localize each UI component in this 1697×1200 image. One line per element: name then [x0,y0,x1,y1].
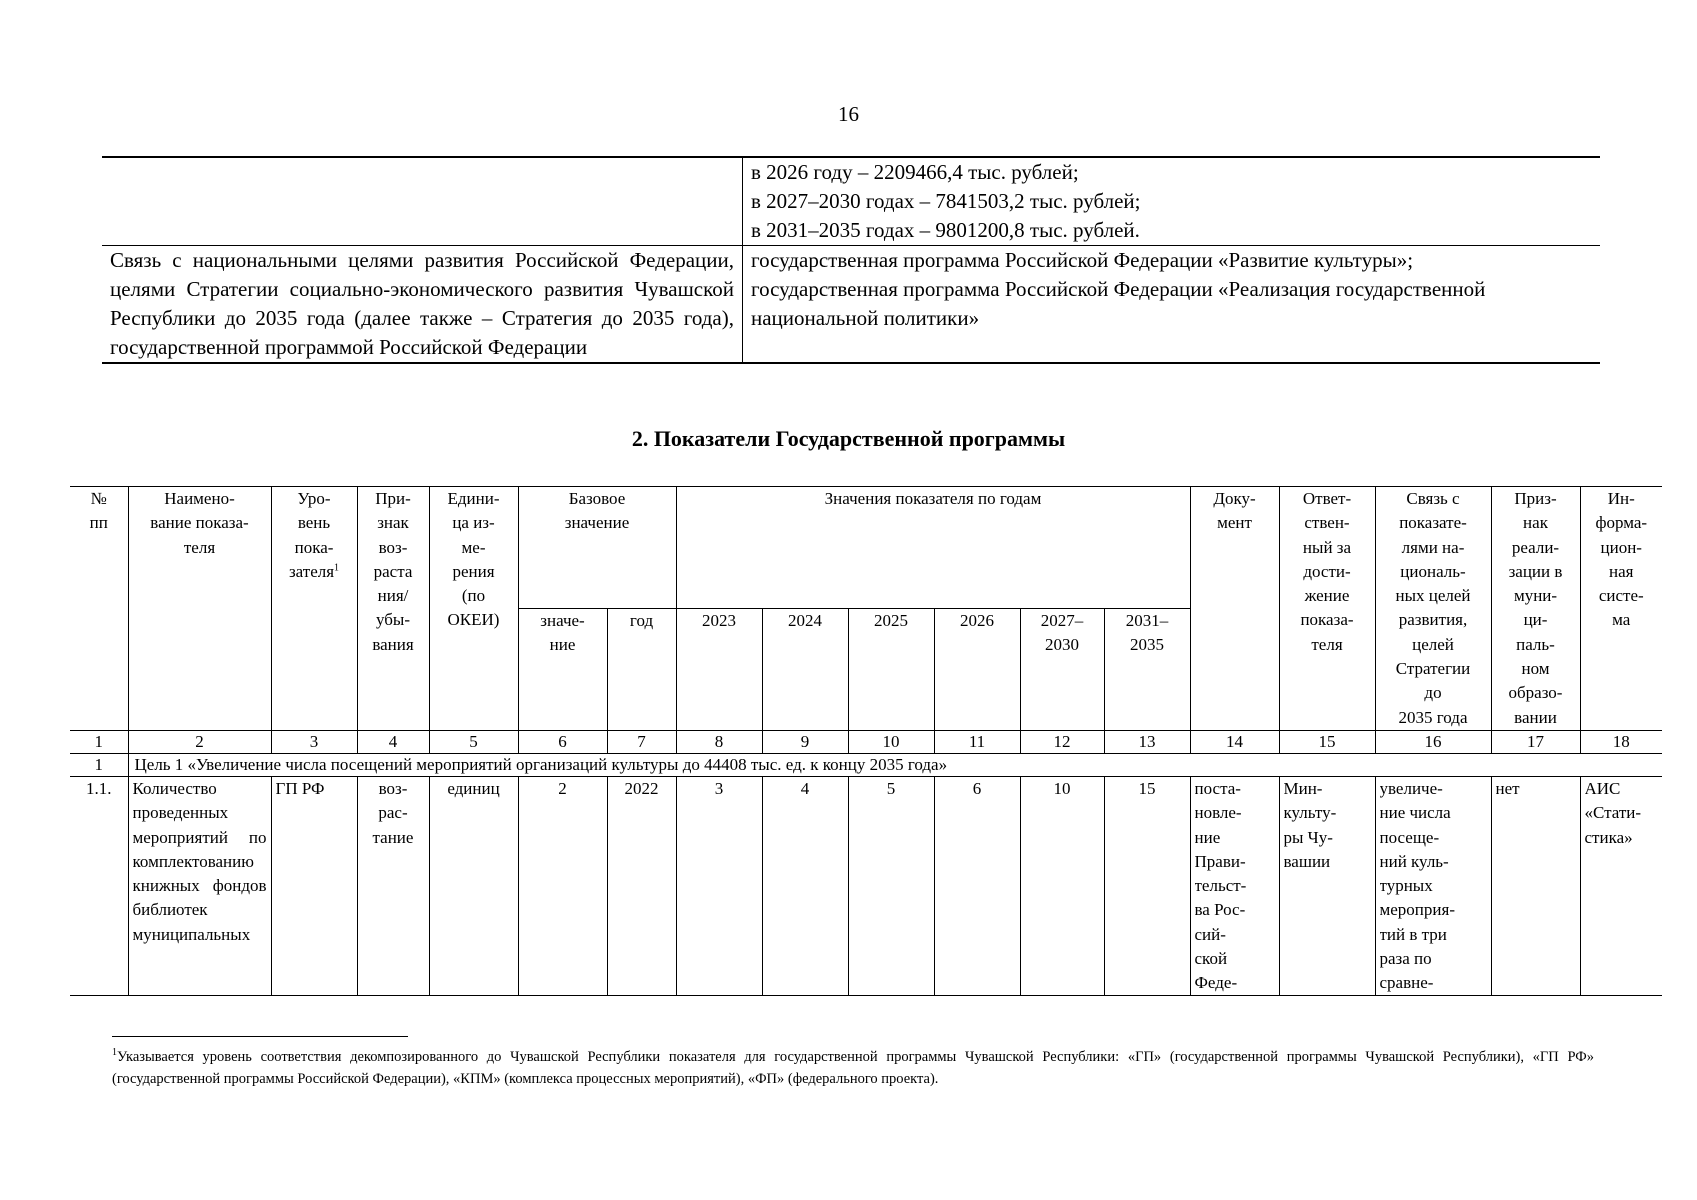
funding-line: в 2027–2030 годах – 7841503,2 тыс. рублей; [751,189,1141,213]
column-number: 4 [357,730,429,753]
column-number: 5 [429,730,518,753]
footnote-text: Указывается уровень соответствия декомпозированного до Чувашской Республики показателя для государственной программы Чувашской Республики: «ГП» (государственной программы Чувашской Республики), «ГП РФ» (государственной программы Российской Федерации), «КПМ» (комплекса процессных мероприятий), «ФП» (федерального проекта). [112,1049,1594,1087]
footnote [112,1046,1594,1090]
indicator-level [271,776,357,995]
passport-row1-left [102,157,743,246]
column-number: 8 [676,730,762,753]
passport-row-funding [102,157,1600,246]
indicator-value-text: 10 [1053,778,1071,798]
indicator-value [848,776,934,995]
indicator-base-year-text: 2022 [624,778,659,798]
header-unit: Едини- ца из- ме- рения (по ОКЕИ) [429,487,518,731]
header-values-by-year: Значения показателя по годам [676,487,1190,609]
indicator-level-text: ГП РФ [275,778,325,798]
indicator-municipal-text: нет [1495,778,1520,798]
column-number: 9 [762,730,848,753]
indicator-base-value-text: 2 [558,778,567,798]
indicator-link-text: увеличе- ние числа посеще- ний куль- турных мероприя- тий в три раза по сравне- [1379,778,1455,993]
footnote-divider [112,1036,408,1037]
column-number: 7 [607,730,676,753]
column-number: 13 [1104,730,1190,753]
indicator-value [1020,776,1104,995]
column-number: 2 [128,730,271,753]
header-level-text: Уро- вень пока- зателя [288,489,335,581]
indicator-value-text: 3 [714,778,724,798]
indicator-document-text: поста- новле- ние Прави- тельст- ва Рос- сий- ской Феде- [1194,778,1247,993]
indicator-info-system-text: АИС «Стати- стика» [1584,778,1642,847]
indicator-base-year [607,776,676,995]
goal-row [70,753,1662,776]
passport-table [102,156,1600,364]
goal-text: Цель 1 «Увеличение числа посещений мероприятий организаций культуры до 44408 тыс. ед. к концу 2035 года» [128,753,1662,776]
column-number: 15 [1279,730,1375,753]
indicator-link [1375,776,1491,995]
indicator-number-text: 1.1. [86,778,112,798]
indicator-municipal [1491,776,1580,995]
section-title: 2. Показатели Государственной программы [631,426,1066,451]
column-number: 3 [271,730,357,753]
indicator-responsible-text: Мин- культу- ры Чу- вашии [1283,778,1337,871]
indicator-unit [429,776,518,995]
header-document: Доку- мент [1190,487,1279,731]
indicator-value [676,776,762,995]
header-base: Базовое значение [518,487,676,609]
funding-line: в 2031–2035 годах – 9801200,8 тыс. рублей. [751,218,1140,242]
indicator-value [762,776,848,995]
goal-number: 1 [70,753,128,776]
indicator-value [934,776,1020,995]
indicator-info-system [1580,776,1662,995]
indicator-unit-text: единиц [447,778,500,798]
indicator-value-text: 6 [972,778,982,798]
passport-row1-right [743,157,1601,246]
column-number: 18 [1580,730,1662,753]
indicator-trend [357,776,429,995]
page-number: 16 [838,102,859,126]
header-year: 2027– 2030 [1020,608,1104,730]
passport-row-links [102,246,1600,364]
passport-row2-left: Связь с национальными целями развития Российской Федерации, целями Стратегии социально-экономического развития Чувашской Республики до 2035 года (далее также – Стратегия до 2035 года), государственной программой Российской Федерации [102,246,743,364]
header-year: 2026 [934,608,1020,730]
column-number: 1 [70,730,128,753]
indicator-responsible [1279,776,1375,995]
header-info-system: Ин- форма- цион- ная систе- ма [1580,487,1662,731]
indicator-value-text: 5 [886,778,896,798]
header-row-1 [70,487,1662,609]
indicator-name-text: Количество проведенных мероприятий по комплектованию книжных фондов библиотек муниципальных [132,778,267,944]
column-number: 17 [1491,730,1580,753]
column-number: 6 [518,730,607,753]
column-number: 11 [934,730,1020,753]
column-number: 10 [848,730,934,753]
header-year: 2031– 2035 [1104,608,1190,730]
indicator-document [1190,776,1279,995]
header-base-year: год [607,608,676,730]
indicator-value-text: 15 [1138,778,1156,798]
indicator-name [128,776,271,995]
funding-line: в 2026 году – 2209466,4 тыс. рублей; [751,160,1079,184]
header-year: 2023 [676,608,762,730]
indicator-number [70,776,128,995]
footnote-marker: 1 [112,1047,117,1059]
program-line: государственная программа Российской Федерации «Развитие культуры»; [751,248,1414,272]
column-number: 16 [1375,730,1491,753]
header-responsible: Ответ- ствен- ный за дости- жение показа- теля [1279,487,1375,731]
column-number: 12 [1020,730,1104,753]
passport-row2-right [743,246,1601,364]
indicator-trend-text: воз- рас- тание [372,778,414,847]
header-year: 2025 [848,608,934,730]
header-num: № пп [70,487,128,731]
program-line: государственная программа Российской Федерации «Реализация государственной национальной политики» [751,277,1486,330]
indicators-table [70,486,1662,996]
indicator-value [1104,776,1190,995]
header-year: 2024 [762,608,848,730]
header-level [271,487,357,731]
header-name: Наимено- вание показа- теля [128,487,271,731]
indicator-value-text: 4 [800,778,810,798]
footnote-ref: 1 [334,562,340,574]
header-link: Связь с показате- лями на- циональ- ных целей развития, целей Стратегии до 2035 года [1375,487,1491,731]
column-number: 14 [1190,730,1279,753]
column-number-row [70,730,1662,753]
indicator-row [70,776,1662,995]
header-base-value: значе- ние [518,608,607,730]
header-municipal: Приз- нак реали- зации в муни- ци- паль- ном образо- вании [1491,487,1580,731]
header-trend: При- знак воз- раста ния/ убы- вания [357,487,429,731]
indicator-base-value [518,776,607,995]
